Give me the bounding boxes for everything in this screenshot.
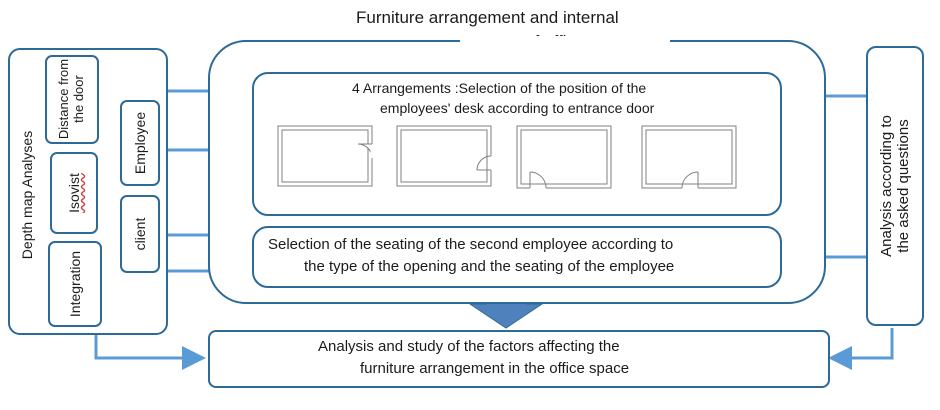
plan-2: [397, 126, 491, 186]
title-line-1: Furniture arrangement and internal: [356, 8, 619, 27]
plan-3: [517, 126, 611, 188]
employee-label: Employee: [131, 111, 148, 175]
integration-label: Integration: [66, 250, 83, 318]
analysis-questions-label: Analysis according to the asked questions: [877, 115, 912, 257]
seating-line-2: the type of the opening and the seating of the employee: [304, 258, 675, 275]
arrangements-line-1: 4 Arrangements :Selection of the position of the: [352, 80, 647, 96]
arrangements-line-2: employees' desk according to entrance door: [380, 100, 655, 116]
depth-map-label: Depth map Analyses: [19, 127, 35, 263]
plan-4: [642, 126, 736, 188]
isovist-label: Isovist: [65, 173, 82, 213]
result-line-2: furniture arrangement in the office space: [360, 360, 630, 377]
plan-1: [278, 126, 372, 186]
distance-from-door-label: Distance from the door: [56, 58, 86, 140]
client-label: client: [131, 217, 148, 251]
result-line-1: Analysis and study of the factors affecting the: [318, 338, 620, 355]
seating-line-1: Selection of the seating of the second employee according to: [268, 236, 674, 253]
